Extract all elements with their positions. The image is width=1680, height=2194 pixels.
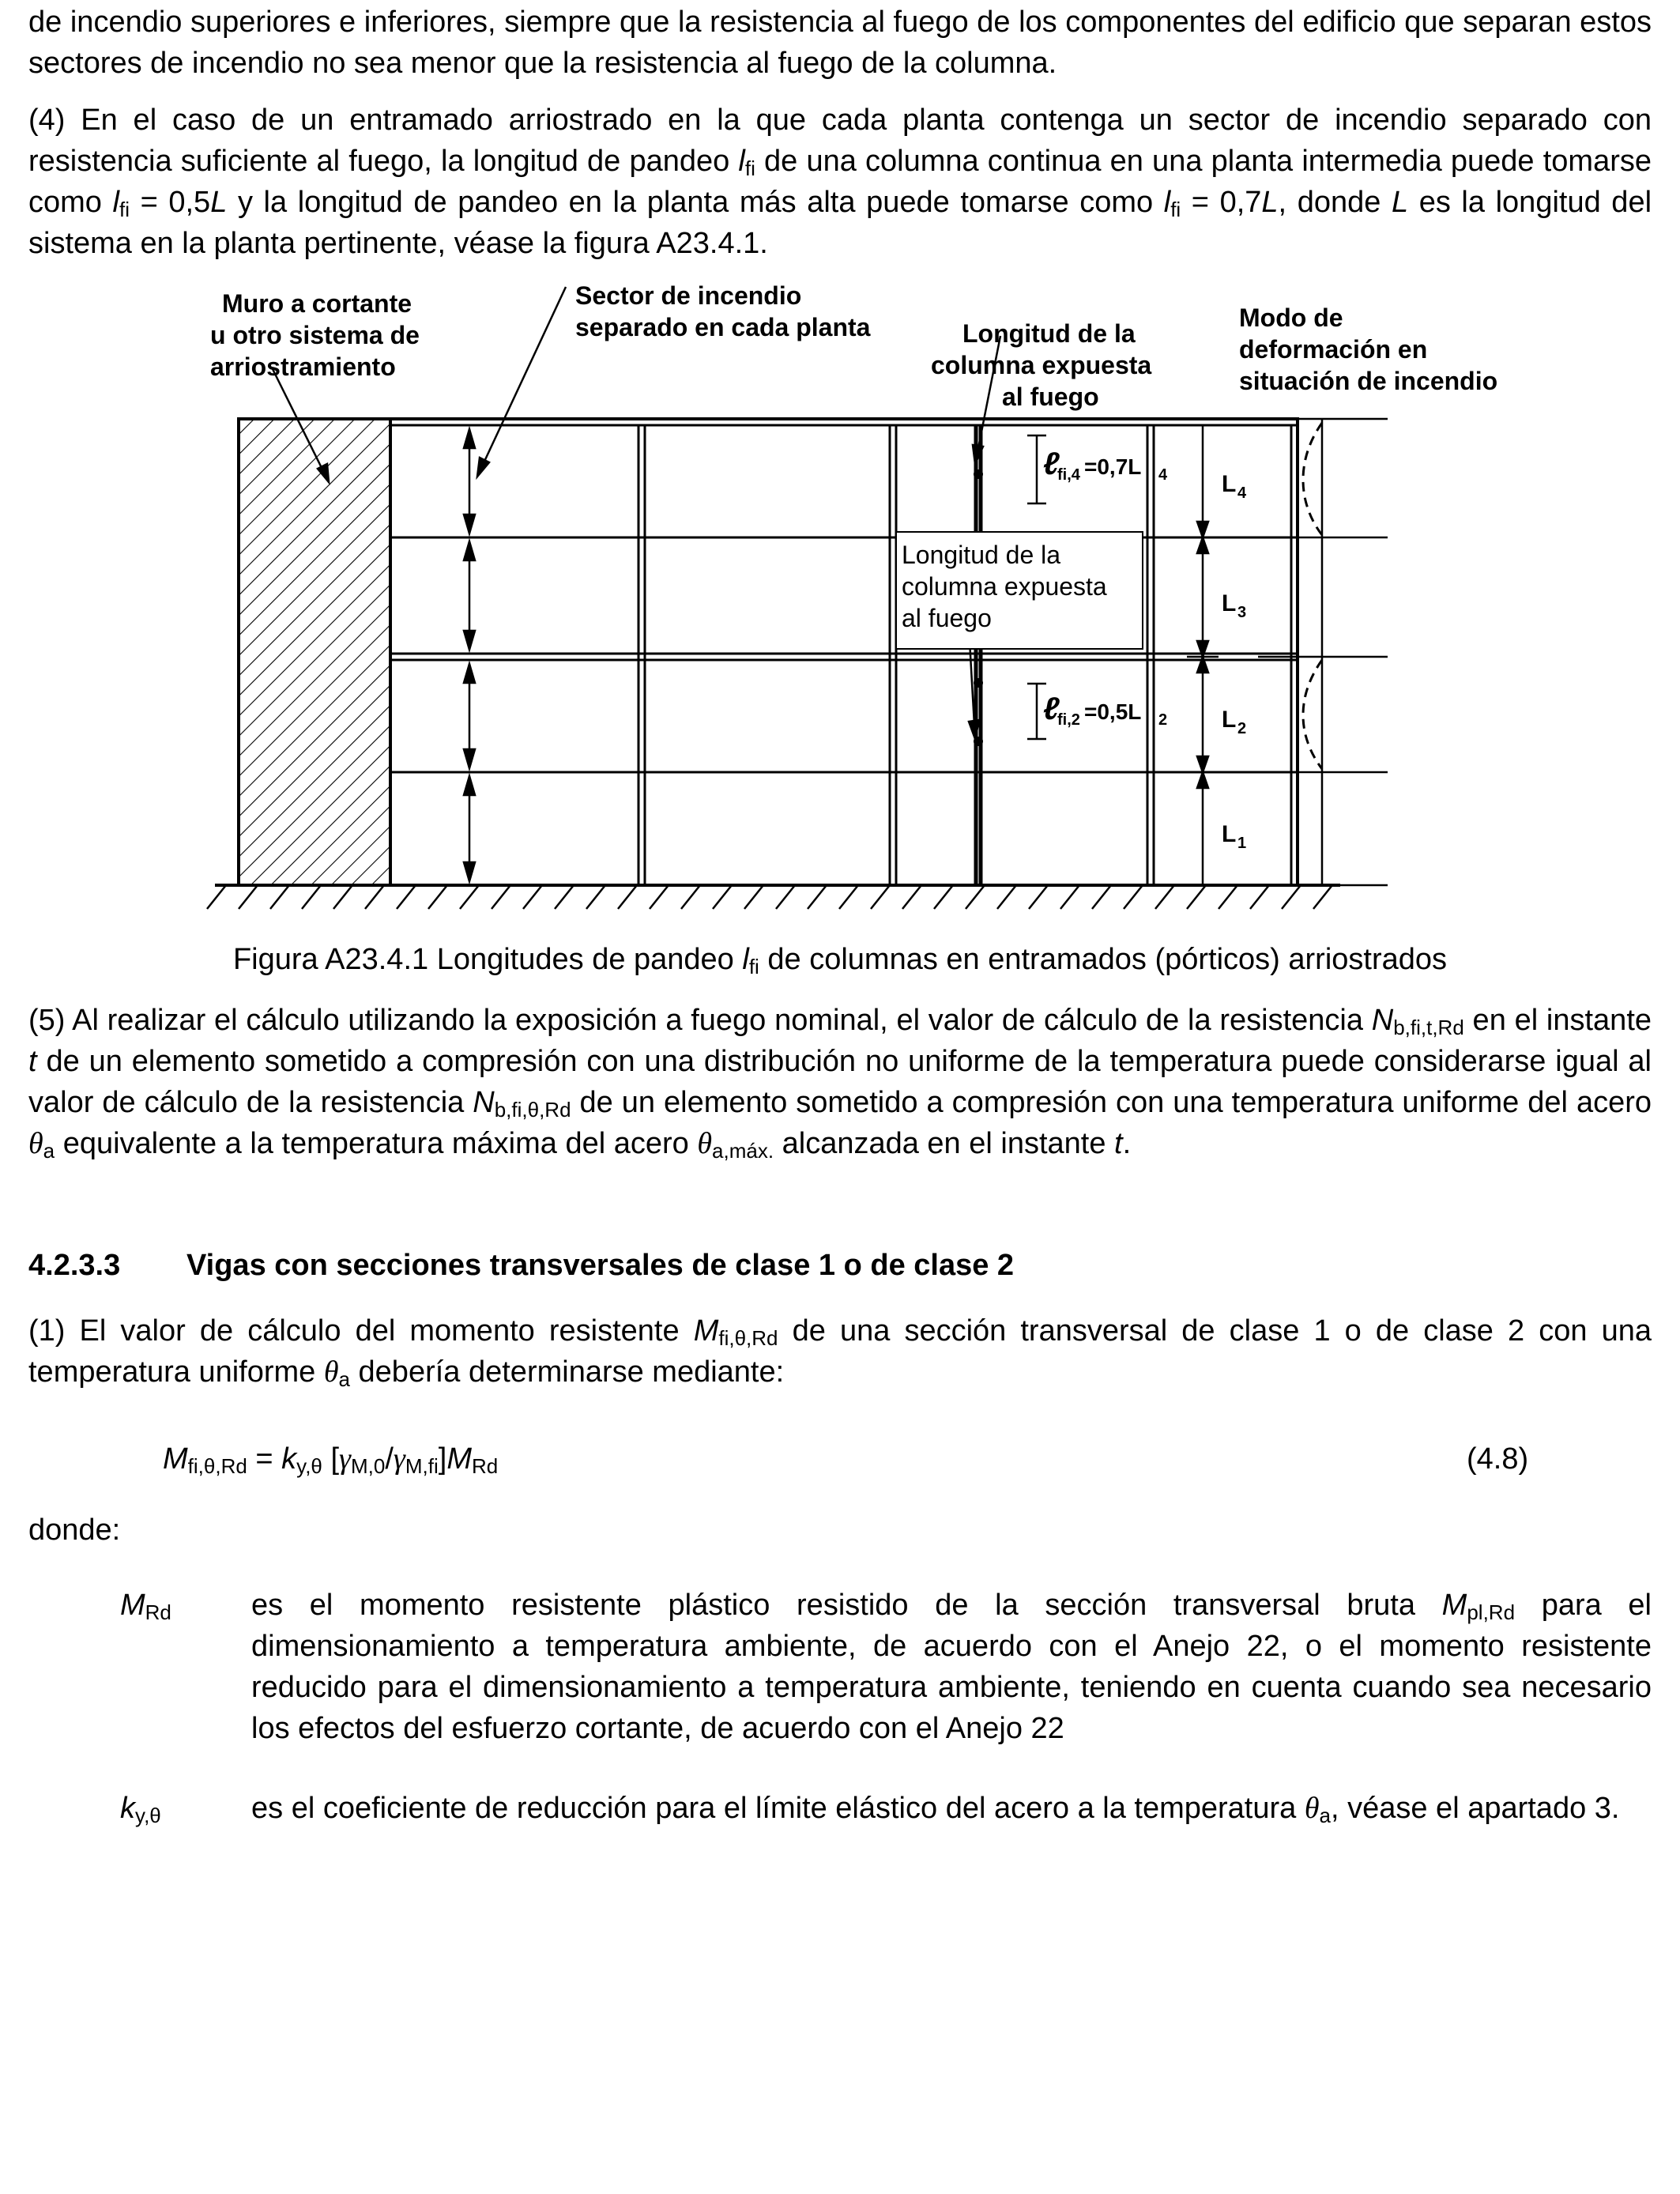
lfi4-value: =0,7L bbox=[1084, 454, 1142, 479]
ground-hatch-mark bbox=[523, 885, 542, 909]
label-wall-line: arriostramiento bbox=[210, 352, 396, 381]
section-heading bbox=[28, 1245, 1014, 1286]
ground-hatch-mark bbox=[1219, 885, 1237, 909]
label-sector-line: separado en cada planta bbox=[575, 313, 871, 341]
subscript: M,0 bbox=[351, 1454, 386, 1478]
symbol-L: L bbox=[1261, 186, 1279, 219]
symbol-l: l bbox=[1163, 186, 1171, 219]
ground-hatch-mark bbox=[839, 885, 858, 909]
bracket: [ bbox=[322, 1442, 340, 1476]
text-run: (5) Al realizar el cálculo utilizando la exposición a fuego nominal, el valor de cálculo de la resistencia bbox=[28, 1004, 1372, 1037]
symbol-gamma: γ bbox=[339, 1442, 351, 1476]
symbol-M: M bbox=[1441, 1589, 1467, 1622]
ground-hatch-mark bbox=[934, 885, 953, 909]
paragraph-4 bbox=[28, 100, 1652, 264]
ground-hatch-mark bbox=[239, 885, 258, 909]
text-run: . bbox=[1122, 1127, 1132, 1160]
symbol-theta: θ bbox=[28, 1127, 43, 1160]
subscript: pl,Rd bbox=[1467, 1600, 1516, 1624]
section-title: Vigas con secciones transversales de clase 1 o de clase 2 bbox=[186, 1249, 1015, 1282]
symbol-theta: θ bbox=[1304, 1792, 1320, 1825]
L2-subscript: 2 bbox=[1237, 720, 1247, 737]
text-run: de un elemento sometido a compresión con una temperatura uniforme del acero bbox=[571, 1086, 1652, 1119]
frame-diagram bbox=[171, 281, 1530, 913]
text-line: separan estos sectores de incendio no sea menor que la resistencia al fuego de la columna. bbox=[28, 6, 1652, 80]
figure-braced-frame bbox=[171, 281, 1530, 913]
paragraph-5 bbox=[28, 1000, 1652, 1164]
bracket: ] bbox=[438, 1442, 447, 1476]
subscript: fi bbox=[1170, 198, 1181, 221]
ground-hatch-mark bbox=[1029, 885, 1048, 909]
label-length-mid-line: columna expuesta bbox=[902, 572, 1107, 601]
label-length-mid-line: Longitud de la bbox=[902, 541, 1061, 569]
storey-arrows bbox=[464, 429, 475, 881]
L1-label: L bbox=[1222, 821, 1237, 847]
lfi2-value: =0,5L bbox=[1084, 699, 1142, 724]
symbol-t: t bbox=[28, 1045, 37, 1078]
symbol-gamma: γ bbox=[393, 1442, 405, 1476]
label-length-top-line: columna expuesta bbox=[931, 351, 1152, 379]
ground-hatch-mark bbox=[333, 885, 352, 909]
ground-hatch-mark bbox=[492, 885, 510, 909]
section-number: 4.2.3.3 bbox=[28, 1249, 121, 1282]
ground-hatch-mark bbox=[1124, 885, 1143, 909]
lfi4-symbol: ℓ bbox=[1043, 447, 1060, 481]
symbol-l: l bbox=[738, 145, 745, 178]
definition-symbol bbox=[120, 1788, 161, 1829]
ground-hatch-mark bbox=[1282, 885, 1301, 909]
lfi2-subscript: fi,2 bbox=[1057, 711, 1080, 729]
columns bbox=[638, 425, 1291, 885]
symbol-M: M bbox=[446, 1442, 472, 1476]
deformation-mode bbox=[1258, 419, 1388, 885]
ground-hatch-mark bbox=[776, 885, 795, 909]
symbol-theta: θ bbox=[697, 1127, 713, 1160]
caption-text: de columnas en entramados (pórticos) arriostrados bbox=[759, 943, 1448, 976]
definition-text bbox=[251, 1788, 1652, 1829]
label-length-top-line: al fuego bbox=[1002, 383, 1099, 411]
ground-hatch-mark bbox=[871, 885, 890, 909]
label-length-mid-line: al fuego bbox=[902, 604, 992, 632]
paragraph-continuation bbox=[28, 2, 1652, 84]
label-wall-line: Muro a cortante bbox=[222, 289, 412, 318]
shear-wall-hatch bbox=[239, 419, 390, 885]
ground-hatch-mark bbox=[397, 885, 416, 909]
symbol-N: N bbox=[473, 1086, 495, 1119]
subscript: b,fi,θ,Rd bbox=[494, 1098, 571, 1122]
text-run: = 0,7 bbox=[1181, 186, 1262, 219]
text-run: equivalente a la temperatura máxima del acero bbox=[55, 1127, 698, 1160]
ground-hatch-mark bbox=[997, 885, 1016, 909]
label-mode-line: Modo de bbox=[1239, 303, 1343, 332]
ground-hatch-mark bbox=[713, 885, 732, 909]
symbol-M: M bbox=[120, 1589, 145, 1622]
exposed-column bbox=[976, 425, 981, 885]
symbol-k: k bbox=[281, 1442, 297, 1476]
label-wall-line: u otro sistema de bbox=[210, 321, 420, 349]
text-run: es el coeficiente de reducción para el límite elástico del acero a la temperatura bbox=[251, 1792, 1305, 1825]
ground-hatch-mark bbox=[270, 885, 289, 909]
text-run: , donde bbox=[1278, 186, 1392, 219]
subscript: a bbox=[338, 1367, 350, 1391]
label-sector-line: Sector de incendio bbox=[575, 281, 802, 310]
text-run: es la longitud del sistema en la planta pertinente, véase la figura A23.4.1. bbox=[28, 186, 1652, 260]
symbol-k: k bbox=[120, 1792, 135, 1825]
subscript: y,θ bbox=[135, 1804, 161, 1827]
symbol-theta: θ bbox=[323, 1355, 339, 1389]
ground-hatch-mark bbox=[302, 885, 321, 909]
ground-hatch-mark bbox=[1155, 885, 1174, 909]
ground-hatch-mark bbox=[1092, 885, 1111, 909]
L3-subscript: 3 bbox=[1237, 604, 1247, 621]
slash: / bbox=[385, 1442, 394, 1476]
text-run: debería determinarse mediante: bbox=[349, 1355, 785, 1389]
subscript: M,fi bbox=[405, 1454, 439, 1478]
frame-outline bbox=[390, 419, 1298, 885]
L4-subscript: 4 bbox=[1237, 484, 1247, 502]
floor-beams bbox=[390, 537, 1298, 772]
L1-subscript: 1 bbox=[1237, 835, 1247, 852]
ground-hatch-mark bbox=[1187, 885, 1206, 909]
lfi4-subscript: fi,4 bbox=[1057, 466, 1080, 484]
ground-hatch bbox=[207, 885, 1332, 909]
lfi4-L-subscript: 4 bbox=[1158, 466, 1168, 484]
symbol-l: l bbox=[742, 943, 749, 976]
definition-text bbox=[251, 1585, 1652, 1749]
symbol-L: L bbox=[1391, 186, 1409, 219]
symbol-M: M bbox=[163, 1442, 188, 1476]
label-mode-line: situación de incendio bbox=[1239, 367, 1498, 395]
label-mode-line: deformación en bbox=[1239, 335, 1428, 364]
subscript: Rd bbox=[145, 1600, 171, 1624]
subscript: b,fi,t,Rd bbox=[1393, 1016, 1464, 1039]
ground-hatch-mark bbox=[365, 885, 384, 909]
L2-label: L bbox=[1222, 707, 1237, 733]
lfi2-symbol: ℓ bbox=[1043, 692, 1060, 726]
symbol-t: t bbox=[1114, 1127, 1123, 1160]
ground-hatch-mark bbox=[744, 885, 763, 909]
text-run: , véase el apartado 3. bbox=[1330, 1792, 1620, 1825]
ground-hatch-mark bbox=[618, 885, 637, 909]
equation-4-8 bbox=[163, 1438, 498, 1480]
donde-label: donde: bbox=[28, 1514, 121, 1547]
ground-hatch-mark bbox=[966, 885, 985, 909]
label-length-top-line: Longitud de la bbox=[962, 319, 1136, 348]
text-run: y la longitud de pandeo en la planta más alta puede tomarse como bbox=[227, 186, 1164, 219]
caption-text: Figura A23.4.1 Longitudes de pandeo bbox=[232, 943, 743, 976]
ground-hatch-mark bbox=[207, 885, 226, 909]
equation-number: (4.8) bbox=[1467, 1442, 1529, 1476]
equals: = bbox=[247, 1442, 282, 1476]
subscript: Rd bbox=[472, 1454, 499, 1478]
text-run: para el dimensionamiento a temperatura ambiente, de acuerdo con el Anejo 22, o el momento resistente reducido para el dimensionamiento a temperatura ambiente, teniendo en cuenta cuando sea necesario los efectos del esfuerzo cortante, de acuerdo con el Anejo 22 bbox=[251, 1589, 1652, 1745]
text-run: de una columna continua en una planta intermedia puede tomarse como bbox=[28, 145, 1652, 219]
subscript: y,θ bbox=[296, 1454, 322, 1478]
symbol-l: l bbox=[112, 186, 119, 219]
subscript: a,máx. bbox=[712, 1139, 774, 1163]
ground-hatch-mark bbox=[1060, 885, 1079, 909]
ground-hatch-mark bbox=[428, 885, 447, 909]
subscript: fi,θ,Rd bbox=[187, 1454, 247, 1478]
subscript: fi bbox=[748, 955, 759, 978]
ground-hatch-mark bbox=[681, 885, 700, 909]
subscript: fi,θ,Rd bbox=[718, 1326, 778, 1350]
ground-hatch-mark bbox=[586, 885, 605, 909]
L3-label: L bbox=[1222, 590, 1237, 616]
text-run: es el momento resistente plástico resistido de la sección transversal bruta bbox=[251, 1589, 1442, 1622]
text-run: alcanzada en el instante bbox=[774, 1127, 1115, 1160]
text-run: de un elemento sometido a compresión con una distribución no uniforme de la temperatura puede considerarse igual al valor de cálculo de la resistencia bbox=[28, 1045, 1652, 1119]
subscript: fi bbox=[119, 198, 130, 221]
ground-hatch-mark bbox=[555, 885, 574, 909]
figure-caption bbox=[28, 939, 1652, 980]
text-line: de incendio superiores e inferiores, siempre que la resistencia al fuego de los componentes del edificio que bbox=[28, 6, 1455, 39]
text-run: en el instante bbox=[1463, 1004, 1652, 1037]
ground-hatch-mark bbox=[460, 885, 479, 909]
subscript: a bbox=[43, 1139, 55, 1163]
text-run: de una sección transversal de clase 1 o de clase 2 con una temperatura uniforme bbox=[28, 1314, 1652, 1389]
symbol-N: N bbox=[1371, 1004, 1394, 1037]
ground-hatch-mark bbox=[1313, 885, 1332, 909]
ground-hatch-mark bbox=[902, 885, 921, 909]
symbol-M: M bbox=[693, 1314, 719, 1348]
L4-label: L bbox=[1222, 471, 1237, 497]
symbol-L: L bbox=[210, 186, 228, 219]
ground-hatch-mark bbox=[808, 885, 827, 909]
paragraph-1 bbox=[28, 1310, 1652, 1393]
lfi2-L-subscript: 2 bbox=[1158, 711, 1168, 729]
text-run: (1) El valor de cálculo del momento resistente bbox=[28, 1314, 694, 1348]
subscript: a bbox=[1319, 1804, 1331, 1827]
definition-symbol bbox=[120, 1585, 171, 1626]
text-run: (4) En el caso de un entramado arriostrado en la que cada planta contenga un sector de incendio separado con resistencia suficiente al fuego, la longitud de pandeo bbox=[28, 104, 1652, 178]
height-dimension bbox=[1187, 425, 1219, 885]
subscript: fi bbox=[744, 156, 755, 180]
ground-hatch-mark bbox=[1250, 885, 1269, 909]
text-run: = 0,5 bbox=[129, 186, 211, 219]
ground-hatch-mark bbox=[650, 885, 669, 909]
